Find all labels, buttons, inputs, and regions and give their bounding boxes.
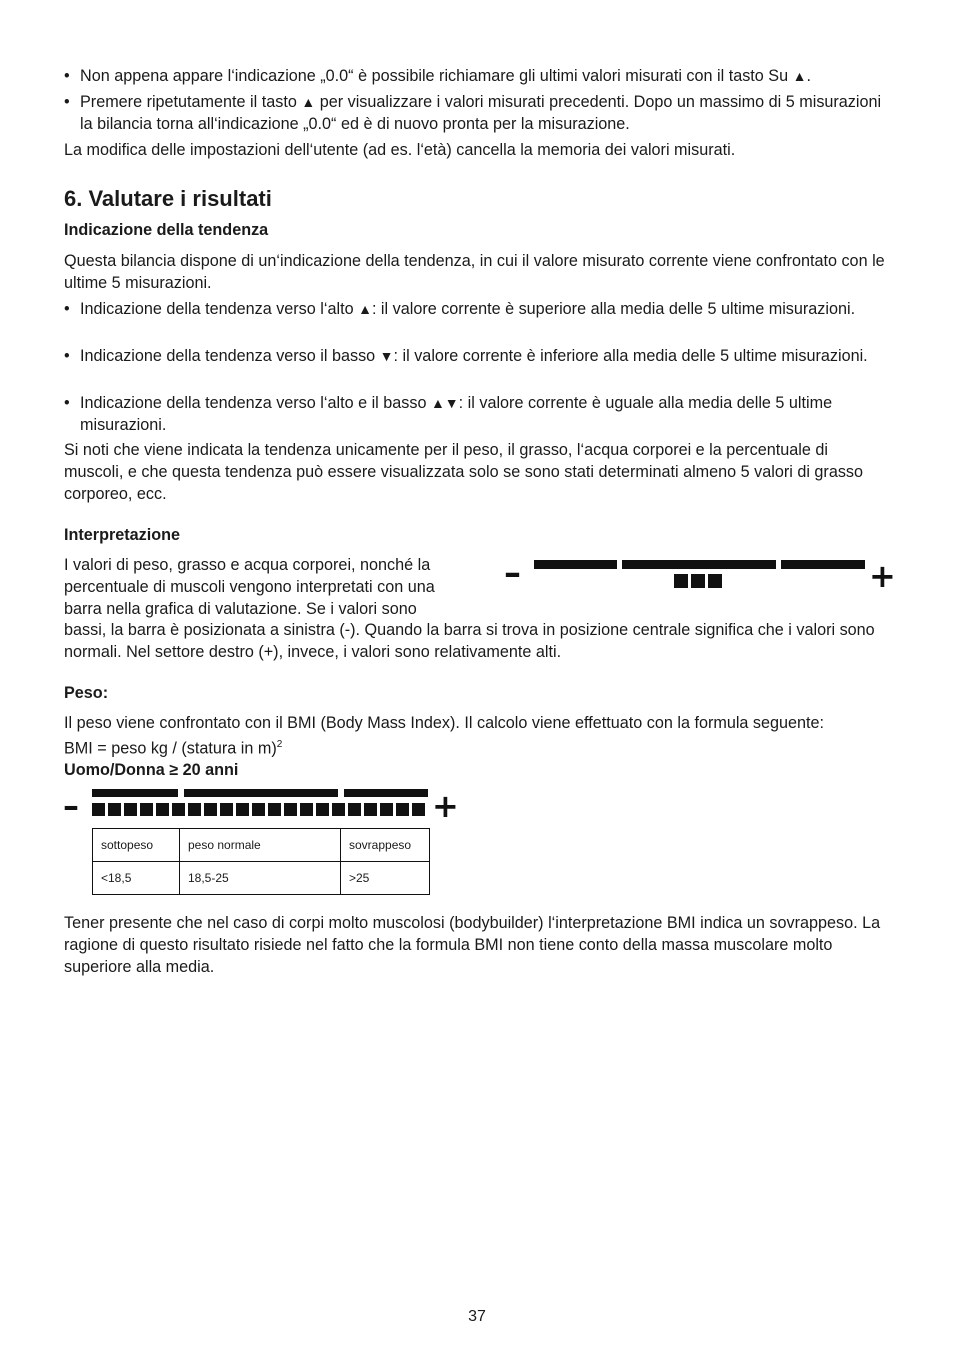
bmi-formula-text: BMI = peso kg / (statura in m): [64, 739, 277, 758]
memory-bullet-2-text-b: per visualizzare i valori misurati precedenti. Dopo un massimo di 5 misurazioni la bilancia torna all‘indicazione „0.0“ ed è di nuovo pronta per la misurazione.: [80, 93, 882, 133]
trend-down-label: Indicazione della tendenza verso il basso: [80, 347, 376, 365]
memory-bullet-1-text: Non appena appare l‘indicazione „0.0“ è possibile richiamare gli ultimi valori misurati con il tasto Su: [80, 67, 789, 85]
memory-bullet-1: • Non appena appare l‘indicazione „0.0“ è possibile richiamare gli ultimi valori misurati con il tasto Su ▲.: [64, 67, 811, 85]
trend-up-label: Indicazione della tendenza verso l‘alto: [80, 300, 354, 318]
bmi-indicator-square: [268, 803, 281, 816]
trend-heading: Indicazione della tendenza: [64, 221, 269, 239]
down-triangle-icon: ▼: [379, 348, 394, 364]
bmi-indicator-square: [156, 803, 169, 816]
bmi-indicator-square: [92, 803, 105, 816]
bmi-indicator-square: [332, 803, 345, 816]
interpretation-heading: Interpretazione: [64, 526, 181, 544]
bmi-indicator-square: [316, 803, 329, 816]
up-triangle-icon: ▲: [301, 94, 316, 110]
interpretation-text-2: bassi, la barra è posizionata a sinistra (-). Quando la barra si trova in posizione centrale significa che i valori sono normali. Nel settore destro (+), invece, i valori sono relativamente alti.: [64, 621, 875, 661]
interpretation-text-1: I valori di peso, grasso e acqua corporei, nonché la percentuale di muscoli vengono interpretati con una barra nella grafica di valutazione. Se i valori sono: [64, 556, 435, 618]
bmi-formula-exponent: 2: [276, 739, 283, 750]
minus-sign: –: [63, 787, 79, 825]
bmi-table-header: peso normale: [180, 829, 341, 862]
trend-note: Si noti che viene indicata la tendenza unicamente per il peso, il grasso, l‘acqua corporei e la percentuale di muscoli, e che questa tendenza può essere visualizzata solo se sono stati determinati almeno 5 valori di grasso corporeo, ecc.: [64, 441, 864, 503]
bmi-table-header: sottopeso: [93, 829, 180, 862]
bmi-indicator-square: [252, 803, 265, 816]
weight-heading: Peso:: [64, 684, 109, 702]
bmi-indicator-square: [364, 803, 377, 816]
bmi-note: Tener presente che nel caso di corpi molto muscolosi (bodybuilder) l‘interpretazione BMI indica un sovrappeso. La ragione di questo risultato risiede nel fatto che la formula BMI non tiene conto della massa muscolare molto superiore alla media.: [64, 914, 881, 976]
trend-up-text: : il valore corrente è superiore alla media delle 5 ultime misurazioni.: [371, 300, 856, 318]
weight-text: Il peso viene confrontato con il BMI (Body Mass Index). Il calcolo viene effettuato con la formula seguente:: [64, 714, 825, 732]
indicator-square: [674, 574, 688, 588]
bmi-table-value-row: [93, 862, 430, 895]
bmi-indicator-square: [300, 803, 313, 816]
bar-segment-low: [534, 560, 617, 569]
bmi-bar-underweight: [92, 789, 178, 797]
trend-equal-text: : il valore corrente è uguale alla media delle 5 ultime misurazioni.: [80, 394, 833, 434]
bmi-table-header-row: [93, 829, 430, 862]
bmi-indicator-square: [188, 803, 201, 816]
trend-up-item: • Indicazione della tendenza verso l‘alto ▲: il valore corrente è superiore alla media delle 5 ultime misurazioni.: [64, 300, 856, 318]
trend-down-text: : il valore corrente è inferiore alla media delle 5 ultime misurazioni.: [393, 347, 868, 365]
bmi-indicator-square: [396, 803, 409, 816]
bmi-indicator-square: [220, 803, 233, 816]
page-number: 37: [468, 1308, 486, 1325]
bmi-indicator-square: [236, 803, 249, 816]
bmi-indicator-square: [108, 803, 121, 816]
minus-sign: –: [504, 553, 521, 593]
bmi-indicator-square: [204, 803, 217, 816]
memory-bullet-2: • Premere ripetutamente il tasto ▲ per visualizzare i valori misurati precedenti. Dopo un massimo di 5 misurazioni la bilancia torna all‘indicazione „0.0“ ed è di nuovo pronta per la misurazione.: [64, 93, 882, 133]
bar-segment-normal: [622, 560, 776, 569]
up-triangle-icon: ▲: [358, 301, 372, 317]
bmi-indicator-square: [284, 803, 297, 816]
bmi-indicator-square: [412, 803, 425, 816]
bmi-indicator-square: [124, 803, 137, 816]
bmi-indicator-square: [380, 803, 393, 816]
plus-sign: +: [432, 787, 459, 825]
bmi-table-cell: >25: [341, 862, 430, 895]
bmi-table-cell: <18,5: [93, 862, 180, 895]
bmi-formula: [64, 734, 890, 759]
bmi-table: [92, 828, 430, 895]
trend-down-item: • Indicazione della tendenza verso il basso ▼: il valore corrente è inferiore alla media delle 5 ultime misurazioni.: [64, 347, 868, 365]
bmi-table-cell: 18,5-25: [180, 862, 341, 895]
bmi-indicator-square: [140, 803, 153, 816]
up-down-triangle-icon: ▲▼: [430, 395, 459, 411]
indicator-square: [691, 574, 705, 588]
memory-note: La modifica delle impostazioni dell‘utente (ad es. l‘età) cancella la memoria dei valori misurati.: [64, 141, 736, 159]
bar-segment-high: [781, 560, 865, 569]
bmi-bar-normal: [184, 789, 338, 797]
plus-sign: +: [869, 557, 896, 595]
trend-intro: Questa bilancia dispone di un‘indicazione della tendenza, in cui il valore misurato corrente viene confrontato con le ultime 5 misurazioni.: [64, 252, 885, 292]
trend-equal-label: Indicazione della tendenza verso l‘alto e il basso: [80, 394, 427, 412]
up-triangle-icon: ▲: [792, 68, 807, 84]
memory-bullet-2-text-a: Premere ripetutamente il tasto: [80, 93, 297, 111]
bmi-table-header: sovrappeso: [341, 829, 430, 862]
trend-equal-item: • Indicazione della tendenza verso l‘alto e il basso ▲▼: il valore corrente è uguale alla media delle 5 ultime misurazioni.: [64, 394, 833, 434]
age-group-heading: Uomo/Donna ≥ 20 anni: [64, 761, 239, 779]
bmi-indicator-square: [348, 803, 361, 816]
bmi-bar-overweight: [344, 789, 428, 797]
indicator-square: [708, 574, 722, 588]
section-title: 6. Valutare i risultati: [64, 186, 272, 211]
bmi-indicator-square: [172, 803, 185, 816]
